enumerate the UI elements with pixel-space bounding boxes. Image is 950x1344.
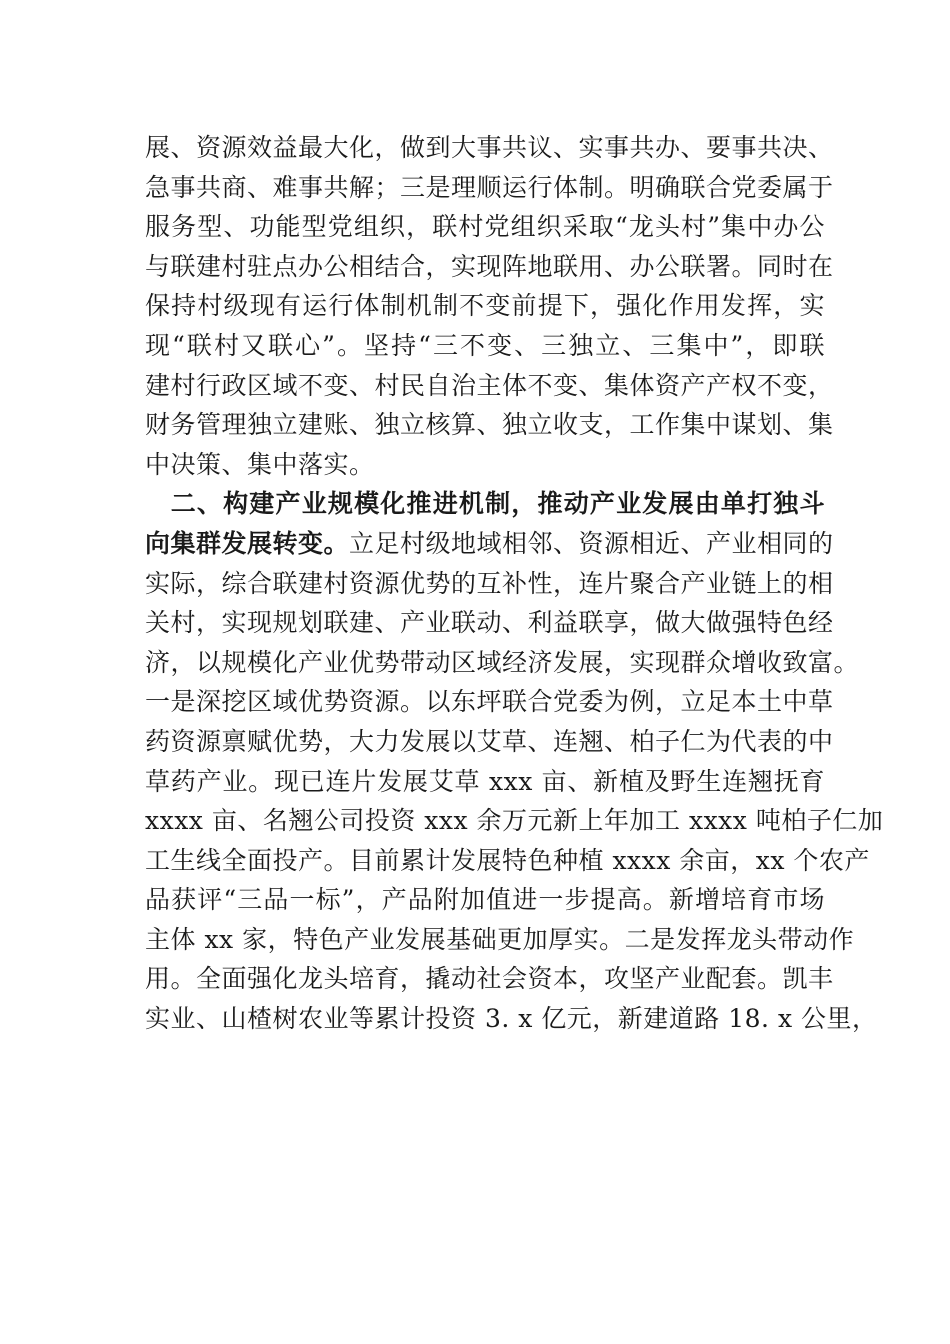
text-line: 建村行政区域不变、村民自治主体不变、集体资产产权不变， [145,370,834,400]
text-line: 济，以规模化产业优势带动区域经济发展，实现群众增收致富。 [145,647,860,677]
text-line: 用。全面强化龙头培育，撬动社会资本，攻坚产业配套。凯丰 [145,964,834,994]
text-line: 实业、山楂树农业等累计投资 3. x 亿元，新建道路 18. x 公里， [145,1004,878,1034]
text-line: 主体 xx 家，特色产业发展基础更加厚实。二是发挥龙头带动作 [145,924,855,954]
text-line: 保持村级现有运行体制机制不变前提下，强化作用发挥，实 [145,291,825,321]
text-line: 财务管理独立建账、独立核算、独立收支，工作集中谋划、集 [145,410,834,440]
text-line: 一是深挖区域优势资源。以东坪联合党委为例，立足本土中草 [145,687,834,717]
text-line: 实际，综合联建村资源优势的互补性，连片聚合产业链上的相 [145,568,834,598]
text-line: 工生线全面投产。目前累计发展特色种植 xxxx 余亩，xx 个农产 [145,845,870,875]
section-heading-end: 向集群发展转变。 [145,528,350,558]
text-line: 草药产业。现已连片发展艾草 xxx 亩、新植及野生连翘抚育 [145,766,825,796]
text-line: 与联建村驻点办公相结合，实现阵地联用、办公联署。同时在 [145,251,834,281]
text-run: 立足村级地域相邻、资源相近、产业相同的 [349,528,834,558]
text-line: 药资源禀赋优势，大力发展以艾草、连翘、柏子仁为代表的中 [145,726,834,756]
text-line: xxxx 亩、名翘公司投资 xxx 余万元新上年加工 xxxx 吨柏子仁加 [145,806,884,836]
text-line: 关村，实现规划联建、产业联动、利益联享，做大做强特色经 [145,608,834,638]
text-line: 品获评“三品一标”，产品附加值进一步提高。新增培育市场 [145,885,825,915]
section-heading: 二、构建产业规模化推进机制，推动产业发展由单打独斗 [170,489,825,519]
text-line: 现“联村又联心”。坚持“三不变、三独立、三集中”，即联 [145,330,825,360]
text-line: 服务型、功能型党组织，联村党组织采取“龙头村”集中办公 [145,212,825,242]
text-line: 展、资源效益最大化，做到大事共议、实事共办、要事共决、 [145,133,834,162]
mixed-line [145,524,834,564]
section-heading-line [145,484,825,524]
text-line: 中决策、集中落实。 [145,449,375,479]
text-line: 急事共商、难事共解；三是理顺运行体制。明确联合党委属于 [145,172,834,202]
body-text [145,128,884,1039]
